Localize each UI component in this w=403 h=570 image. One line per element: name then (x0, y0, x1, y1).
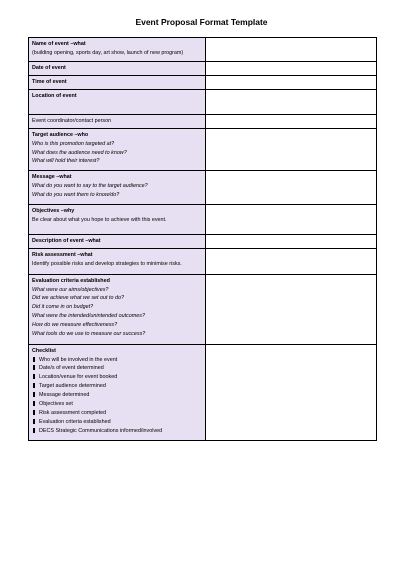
checklist-heading: Checklist (32, 347, 56, 354)
row-risk-assessment (29, 248, 377, 274)
date-of-event-heading: Date of event (32, 65, 66, 71)
row-location-of-event (29, 89, 377, 114)
checkbox-icon (33, 392, 35, 397)
checklist-item[interactable]: DECS Strategic Communications informed/involved (32, 427, 202, 436)
checklist-item[interactable]: Evaluation criteria established (32, 418, 202, 427)
row-name-of-event (29, 38, 377, 62)
label-risk-assessment (29, 248, 206, 274)
time-of-event-heading: Time of event (32, 78, 67, 85)
message-question-2: What do you want them to know/do? (32, 191, 120, 198)
risk-assessment-text: Identify possible risks and develop strategies to minimise risks. (32, 260, 182, 267)
row-coordinator (29, 114, 377, 128)
evaluation-question-5: How do we measure effectiveness? (32, 322, 118, 329)
name-of-event-examples: (building opening, sports day, art show, launch of new program) (32, 49, 184, 56)
label-message (29, 170, 206, 204)
checkbox-icon (33, 357, 35, 362)
evaluation-input[interactable] (206, 274, 377, 344)
label-date-of-event (29, 62, 206, 76)
time-of-event-input[interactable] (206, 75, 377, 89)
checkbox-icon (33, 410, 35, 415)
objectives-text: Be clear about what you hope to achieve with this event. (32, 216, 167, 223)
row-objectives (29, 204, 377, 234)
evaluation-question-4: What were the intended/unintended outcomes? (32, 313, 145, 320)
label-description (29, 234, 206, 248)
date-of-event-input[interactable] (206, 62, 377, 76)
row-checklist (29, 344, 377, 440)
checkbox-icon (33, 428, 35, 433)
risk-assessment-input[interactable] (206, 248, 377, 274)
checkbox-icon (33, 401, 35, 406)
label-target-audience (29, 128, 206, 170)
evaluation-heading: Evaluation criteria established (32, 277, 110, 284)
evaluation-question-2: Did we achieve what we set out to do? (32, 295, 124, 302)
objectives-input[interactable] (206, 204, 377, 234)
target-audience-input[interactable] (206, 128, 377, 170)
target-audience-question-3: What will hold their interest? (32, 158, 100, 165)
message-heading: Message –what (32, 173, 72, 180)
checklist-item[interactable]: Objectives set (32, 400, 202, 409)
checkbox-icon (33, 374, 35, 379)
coordinator-input[interactable] (206, 114, 377, 128)
checkbox-icon (33, 419, 35, 424)
label-time-of-event (29, 75, 206, 89)
checkbox-icon (33, 365, 35, 370)
target-audience-heading: Target audience –who (32, 131, 89, 138)
checklist-input[interactable] (206, 344, 377, 440)
row-evaluation (29, 274, 377, 344)
target-audience-question-2: What does the audience need to know? (32, 149, 127, 156)
checklist-item[interactable]: Message determined (32, 391, 202, 400)
message-question-1: What do you want to say to the target audience? (32, 182, 148, 189)
label-coordinator (29, 114, 206, 128)
label-evaluation (29, 274, 206, 344)
checklist-item[interactable]: Location/venue for event booked (32, 373, 202, 382)
row-target-audience (29, 128, 377, 170)
checklist-item[interactable]: Target audience determined (32, 382, 202, 391)
event-proposal-form (28, 37, 377, 441)
row-message (29, 170, 377, 204)
checklist-item[interactable]: Who will be involved in the event (32, 356, 202, 365)
evaluation-question-3: Did it come in on budget? (32, 304, 94, 311)
label-location-of-event (29, 89, 206, 114)
row-description (29, 234, 377, 248)
checkbox-icon (33, 383, 35, 388)
name-of-event-input[interactable] (206, 38, 377, 62)
target-audience-question-1: Who is this promotion targeted at? (32, 140, 115, 147)
row-date-of-event (29, 62, 377, 76)
name-of-event-heading: Name of event –what (32, 41, 86, 47)
evaluation-question-1: What were our aims/objectives? (32, 286, 109, 293)
document-title: Event Proposal Format Template (135, 17, 268, 27)
label-checklist (29, 344, 206, 440)
risk-assessment-heading: Risk assessment –what (32, 251, 93, 258)
objectives-heading: Objectives –why (32, 207, 75, 214)
checklist-item[interactable]: Date/s of event determined (32, 364, 202, 373)
label-objectives (29, 204, 206, 234)
checklist-item[interactable]: Risk assessment completed (32, 409, 202, 418)
evaluation-question-6: What tools do we use to measure our success? (32, 331, 146, 338)
coordinator-text: Event coordinator/contact person (32, 117, 112, 124)
description-heading: Description of event –what (32, 237, 101, 244)
row-time-of-event (29, 75, 377, 89)
location-of-event-heading: Location of event (32, 92, 77, 99)
location-of-event-input[interactable] (206, 89, 377, 114)
description-input[interactable] (206, 234, 377, 248)
message-input[interactable] (206, 170, 377, 204)
label-name-of-event (29, 38, 206, 62)
